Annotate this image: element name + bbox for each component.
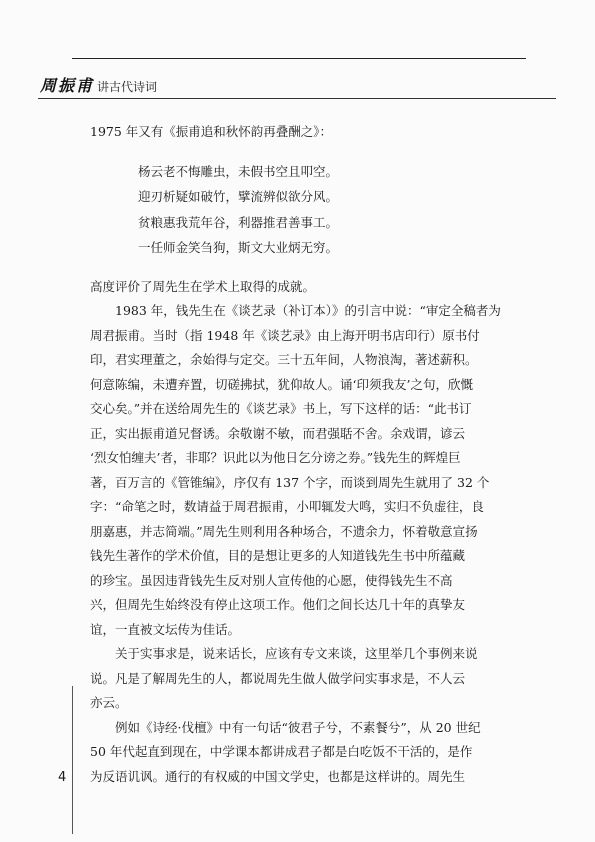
body-line: 为反语讥讽。通行的有权威的中国文学史，也都是这样讲的。周先生	[90, 768, 466, 784]
header-rule	[38, 98, 556, 99]
body-text	[90, 275, 520, 790]
body-line: 例如《诗经·伐檀》中有一句话“彼君子兮，不素餐兮”，从 20 世纪	[90, 719, 481, 735]
poem-line: 迎刃析疑如破竹，擘流辨似欲分风。	[138, 189, 339, 204]
body-line: 谊，一直被文坛传为佳话。	[90, 621, 241, 637]
body-line: 的珍宝。虽因违背钱先生反对别人宣传他的心愿，使得钱先生不高	[90, 572, 453, 588]
body-line: 周君振甫。当时（指 1948 年《谈艺录》由上海开明书店印行）原书付	[90, 327, 480, 343]
poem-line: 杨云老不悔雕虫，未假书空且叩空。	[138, 163, 339, 179]
body-line: 交心矣。”并在送给周先生的《谈艺录》书上，写下这样的话：“此书订	[90, 401, 472, 416]
header-logo: 周振甫	[40, 76, 95, 95]
page-margin-rule	[72, 686, 73, 834]
body-line: 1983 年，钱先生在《谈艺录（补订本）》的引言中说：“审定全稿者为	[90, 303, 501, 318]
page-body	[90, 120, 520, 789]
body-line: 何意陈编，未遭弃置，切磋拂拭，犹仰故人。诵‘印须我友’之句，欣慨	[90, 376, 473, 392]
poem-line: 贫粮惠我荒年谷，利器推君善事工。	[138, 214, 339, 230]
body-line: 著，百万言的《管锥编》，序仅有 137 个字，而谈到周先生就用了 32 个	[90, 474, 490, 490]
header-subtitle: 讲古代诗词	[97, 80, 158, 94]
body-line: 钱先生著作的学术价值，目的是想让更多的人知道钱先生书中所蕴藏	[90, 548, 466, 563]
poem-block	[138, 159, 520, 261]
body-line: 正，实出振甫道兄督诱。余敬谢不敏，而君强聒不舍。余戏谓，谚云	[90, 425, 466, 441]
body-line: 朋嘉惠，并志简端。”周先生则利用各种场合，不遗余力，怀着敬意宣扬	[90, 523, 478, 539]
running-header	[40, 70, 157, 96]
body-line: 字：“命笔之时，数请益于周君振甫，小叩辄发大鸣，实归不负虚往，良	[90, 499, 484, 514]
body-line: 关于实事求是，说来话长，应该有专文来谈，这里举几个事例来说	[90, 646, 478, 661]
page-number: 4	[58, 770, 67, 785]
intro-line: 1975 年又有《振甫追和秋怀韵再叠酬之》：	[90, 124, 333, 139]
page-top-border	[72, 58, 526, 59]
body-line: 亦云。	[90, 695, 128, 710]
body-line: 50 年代起直到现在，中学课本都讲成君子都是白吃饭不干活的，是作	[90, 744, 473, 759]
body-line: 印，君实理董之，余始得与定交。三十五年间，人物浪淘，著述薪积。	[90, 352, 478, 367]
poem-line: 一任师金笑刍狗，斯文大业炳无穷。	[138, 240, 339, 255]
body-line: 兴，但周先生始终没有停止这项工作。他们之间长达几十年的真挚友	[90, 597, 466, 612]
body-line: 高度评价了周先生在学术上取得的成就。	[90, 278, 316, 294]
body-line: ‘烈女怕缠夫’者，非耶？识此以为他日乞分谤之券。”钱先生的辉煌巨	[90, 450, 461, 465]
body-line: 说。凡是了解周先生的人，都说周先生做人做学问实事求是，不人云	[90, 670, 466, 686]
